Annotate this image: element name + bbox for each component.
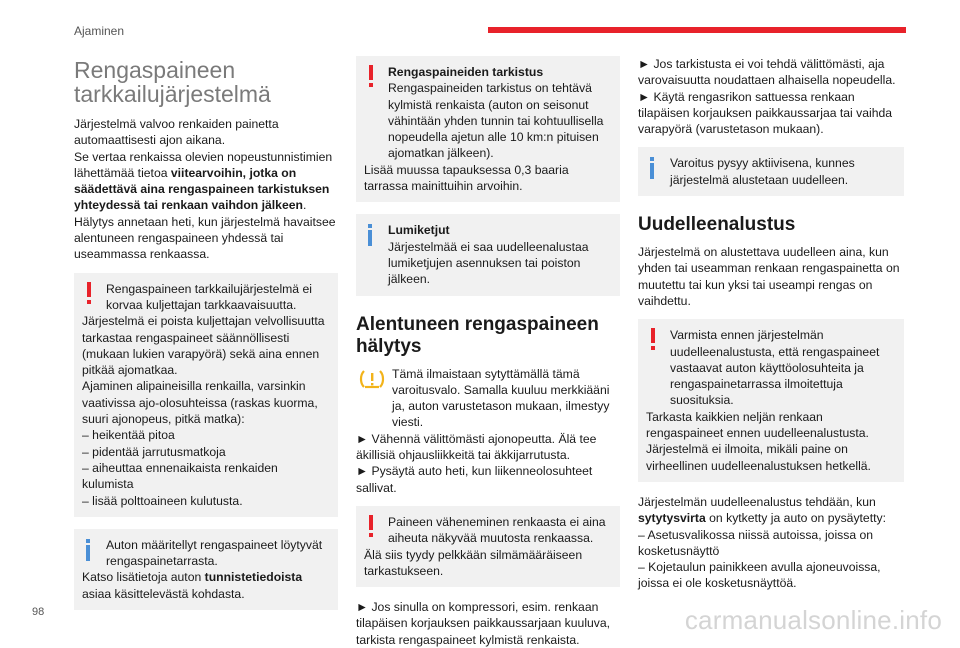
step-stop: ► Pysäytä auto heti, kun liikenneolosuhteet sallivat. — [356, 464, 593, 495]
info-icon — [84, 539, 92, 561]
warning-box: Rengaspaineen tarkkailujärjestelmä ei korvaa kuljettajan tarkkaavaisuutta. Järjestelmä ei poista kuljettajan velvollisuutta tarkastaa rengaspaineet säännöllisesti (mukaan lukien varapyörä) sekä aina ennen pitkää ajomatkaa. Ajaminen alipaineisilla renkailla, varsinkin vaativissa ajo-olosuhteissa (raskas kuorma, suuri ajonopeus, pitkä matka): – heikentää pitoa – pidentää jarrutusmatkoja – aiheuttaa ennenaikaista renkaiden kulumista – lisää polttoaineen kulutusta. — [74, 273, 338, 517]
warning-box-visual: Paineen väheneminen renkaasta ei aina aiheuta näkyvää muutosta renkaassa. Älä siis tyydy pelkkään silmämääräiseen tarkastukseen. — [356, 506, 620, 587]
tyre-pressure-warning-icon — [358, 368, 386, 390]
warning-box-reinit: Varmista ennen järjestelmän uudelleenalustusta, että rengaspaineet vastaavat auton käyttöolosuhteita ja rengaspainetarrassa ilmoitettuja suosituksia. Tarkasta kaikkien neljän renkaan rengaspaineet ennen uudelleenalustusta. Järjestelmä ei ilmoita, mikäli paine on virheellinen uudelleenalustuksen hetkellä. — [638, 319, 904, 482]
section-header: Ajaminen — [74, 24, 125, 38]
list-item: – Asetusvalikossa niissä autoissa, joissa on kosketusnäyttö — [638, 527, 874, 558]
warning-exclamation-icon — [84, 282, 94, 306]
warning-exclamation-icon — [366, 515, 376, 539]
intro-paragraph: Järjestelmä valvoo renkaiden painetta automaattisesti ajon aikana. — [74, 117, 279, 148]
alert-description: Tämä ilmaistaan sytyttämällä tämä varoitusvalo. Samalla kuuluu merkkiääni ja, auton varustetason mukaan, ilmestyy viesti. — [356, 366, 620, 431]
step-repair-kit: ► Käytä rengasrikon sattuessa renkaan tilapäisen korjauksen paikkaussarjaa tai vaihda varapyörä (varustetason mukaan). — [638, 89, 893, 137]
section-heading-alert: Alentuneen rengaspaineen hälytys — [356, 313, 599, 357]
alarm-paragraph: Hälytys annetaan heti, kun järjestelmä havaitsee alentuneen rengaspaineen yhdessä tai useammassa renkaassa. — [74, 214, 336, 262]
watermark: carmanualsonline.info — [684, 605, 942, 635]
column-2 — [356, 56, 620, 648]
info-box: Auton määritellyt rengaspaineet löytyvät rengaspainetarrasta. Katso lisätietoja auton tunnistetiedoista asiaa käsittelevästä kohdasta. — [74, 529, 338, 610]
column-3 — [638, 56, 904, 592]
header-accent-bar — [488, 27, 906, 33]
info-box-snow-chains: Lumiketjut Järjestelmää ei saa uudelleenalustaa lumiketjujen asennuksen tai poiston jälkeen. — [356, 214, 620, 295]
info-icon — [366, 224, 374, 246]
list-item: – Kojetaulun painikkeen avulla ajoneuvoissa, joissa ei ole kosketusnäyttöä. — [638, 560, 881, 591]
column-1 — [74, 56, 338, 622]
warning-box-pressure-check: Rengaspaineiden tarkistus Rengaspaineiden tarkistus on tehtävä kylmistä renkaista (auton on seisonut vähintään yhden tunnin tai kohtuullisella nopeudella ajetun alle 10 km:n pituisen ajomatkan jälkeen). Lisää muussa tapauksessa 0,3 baaria tarrassa mainittuihin arvoihin. — [356, 56, 620, 202]
step-reduce-speed: ► Vähennä välittömästi ajonopeutta. Älä tee äkillisiä ohjausliikkeitä tai äkkijarrutusta. — [356, 431, 597, 463]
section-heading-reinit: Uudelleenalustus — [638, 214, 796, 236]
step-compressor: ► Jos sinulla on kompressori, esim. renkaan tilapäisen korjauksen paikkaussarjaan kuuluva, tarkista rengaspaineet kylmistä renkaista. — [356, 600, 611, 647]
page-number: 98 — [32, 606, 45, 618]
info-box-active-warning: Varoitus pysyy aktiivisena, kunnes järjestelmä alustetaan uudelleen. — [638, 147, 904, 196]
reinit-how-paragraph: Järjestelmän uudelleenalustus tehdään, kun sytytysvirta on kytketty ja auto on pysäytetty: — [638, 494, 886, 526]
warning-exclamation-icon — [648, 328, 658, 352]
warning-exclamation-icon — [366, 65, 376, 89]
reinit-paragraph: Järjestelmä on alustettava uudelleen aina, kun yhden tai useamman renkaan rengaspainetta on muutettu tai kun yksi tai useampi rengas on vaihdettu. — [638, 245, 900, 308]
info-icon — [648, 157, 656, 179]
compare-paragraph: Se vertaa renkaissa olevien nopeustunnistimien lähettämää tietoa viitearvoihin, jotka on säädettävä aina rengaspaineen tarkistuksen yhteydessä tai renkaan vaihdon jälkeen. — [74, 149, 333, 213]
page-title: Rengaspaineen tarkkailujärjestelmä — [74, 57, 271, 107]
step-drive-carefully: ► Jos tarkistusta ei voi tehdä välittömästi, aja varovaisuutta noudattaen alhaisella nopeudella. — [638, 57, 896, 88]
